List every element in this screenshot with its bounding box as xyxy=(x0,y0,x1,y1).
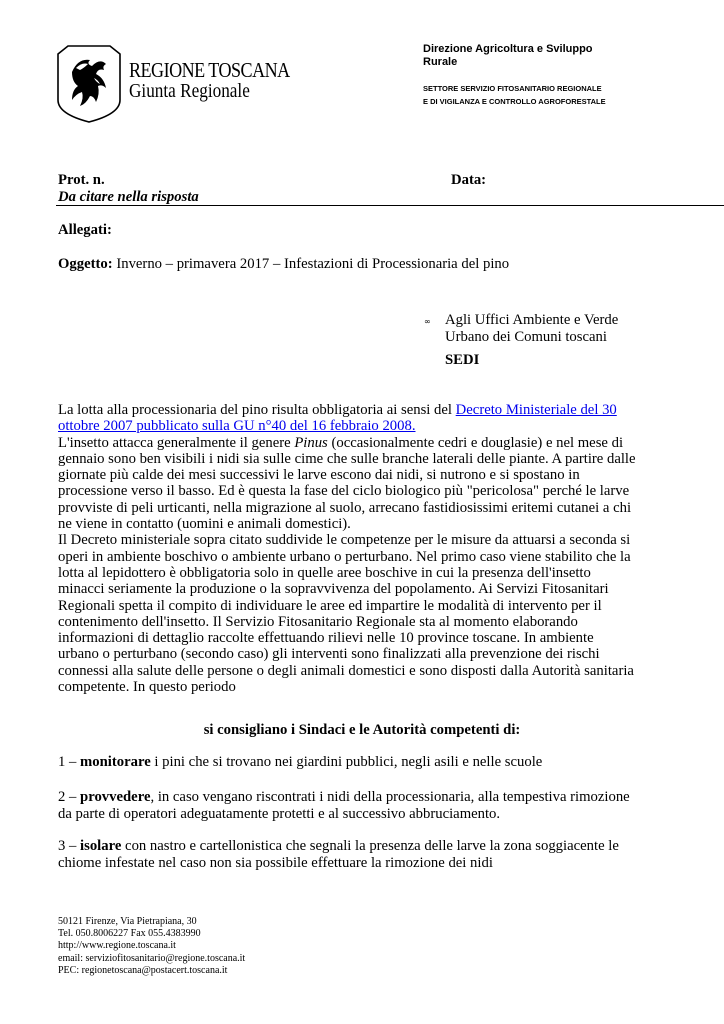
recipient-block xyxy=(445,312,645,346)
prot-label: Prot. n. xyxy=(58,172,105,188)
recipient-line: Urbano dei Comuni toscani xyxy=(445,329,607,345)
recommendation-item xyxy=(58,838,638,871)
bullet-icon: ∞ xyxy=(424,317,431,326)
item-number: 3 – xyxy=(58,838,81,854)
separator-line xyxy=(56,205,724,206)
sector xyxy=(423,82,683,108)
department-line: Direzione Agricoltura e Sviluppo xyxy=(423,43,593,55)
recommendation-item xyxy=(58,789,638,822)
paragraph-text: L'insetto attacca generalmente il genere xyxy=(58,434,295,451)
subject-line xyxy=(58,256,509,273)
paragraph xyxy=(58,402,638,435)
pegasus-emblem-icon xyxy=(56,44,122,124)
date-label: Data: xyxy=(451,172,487,188)
department xyxy=(423,43,663,69)
item-keyword: provvedere xyxy=(80,789,151,805)
subject-text: Inverno – primavera 2017 – Infestazioni di Processionaria del pino xyxy=(112,256,510,272)
paragraph xyxy=(58,435,638,533)
recipient-line: Agli Uffici Ambiente e Verde xyxy=(445,312,619,328)
org-subtitle: Giunta Regionale xyxy=(129,80,250,102)
footer-email[interactable]: email: serviziofitosanitario@regione.toscana.it xyxy=(58,952,246,964)
genus-name: Pinus xyxy=(294,434,328,451)
org-name: REGIONE TOSCANA xyxy=(129,58,290,82)
decree-link[interactable]: Decreto Ministeriale del 30 ottobre 2007 pubblicato sulla GU n°40 del 16 febbraio 2008. xyxy=(58,402,617,435)
item-keyword: monitorare xyxy=(80,754,151,770)
item-number: 2 – xyxy=(58,789,81,805)
recipient-sedi: SEDI xyxy=(445,352,480,368)
paragraph: Il Decreto ministeriale sopra citato suddivide le competenze per le misure da attuarsi a seconda si operi in ambiente boschivo o ambiente urbano o perturbano. Nel primo caso viene stabilito che la lotta al lepidottero è obbligatoria solo in quelle aree boschive in cui la presenza dell'insetto minacci seriamente la produzione o la sopravvivenza del popolamento. Ai Servizi Fitosanitari Regionali spetta il compito di individuare le aree ed impartire le modalità di intervento per il contenimento dell'insetto. Il Servizio Fitosanitario Regionale sta al momento elaborando informazioni di dettaglio raccolte effettuando rilievi nelle 10 province toscane. In ambiente urbano o perturbano (secondo caso) gli interventi sono finalizzati alla prevenzione dei rischi connessi alla salute delle persone o degli animali domestici e sono disposti dalla Autorità sanitaria competente. In questo periodo xyxy=(58,532,634,696)
item-text: i pini che si trovano nei giardini pubblici, negli asili e nelle scuole xyxy=(150,754,543,770)
item-text: con nastro e cartellonistica che segnali la presenza delle larve la zona soggiacente le chiome infestate nel caso non sia possibile effettuare la rimozione dei nidi xyxy=(58,838,619,871)
letter-body xyxy=(58,402,638,695)
item-text: , in caso vengano riscontrati i nidi della processionaria, alla tempestiva rimozione da parte di operatori adeguatamente protetti e al successivo abbruciamento. xyxy=(58,789,630,822)
footer-phone: Tel. 050.8006227 Fax 055.4383990 xyxy=(58,928,201,940)
recommendation-heading: si consigliano i Sindaci e le Autorità competenti di: xyxy=(203,722,521,738)
footer-address: 50121 Firenze, Via Pietrapiana, 30 xyxy=(58,916,197,927)
subject-label: Oggetto: xyxy=(58,256,113,272)
paragraph-text: (occasionalmente cedri e douglasie) e nel mese di gennaio sono ben visibili i nidi sia sulle cime che sulle branche laterali delle piante. A partire dalle giornate più calde dei mesi successivi le larve escono dai nidi, si nutrono e si spostano in processione verso il basso. Ed è questa la fase del ciclo biologico più "pericolosa" perché le larve provviste di peli urticanti, nella migrazione al suolo, arrecano fastidiosissimi eritemi cutanei a chi ne viene in contatto (uomini e animali domestici). xyxy=(58,434,636,533)
footer-website[interactable]: http://www.regione.toscana.it xyxy=(58,940,176,952)
recommendation-item xyxy=(58,754,638,771)
regione-toscana-logo xyxy=(56,44,122,124)
department-line: Rurale xyxy=(423,56,458,68)
footer-contacts xyxy=(58,916,245,977)
citare-note: Da citare nella risposta xyxy=(58,189,199,205)
paragraph-text: La lotta alla processionaria del pino risulta obbligatoria ai sensi del xyxy=(58,402,456,418)
item-keyword: isolare xyxy=(80,838,122,854)
sector-line: SETTORE SERVIZIO FITOSANITARIO REGIONALE xyxy=(423,84,602,93)
item-number: 1 – xyxy=(58,754,81,770)
sector-line: E DI VIGILANZA E CONTROLLO AGROFORESTALE xyxy=(423,97,606,106)
allegati-label: Allegati: xyxy=(58,222,112,238)
footer-pec[interactable]: PEC: regionetoscana@postacert.toscana.it xyxy=(58,964,228,976)
